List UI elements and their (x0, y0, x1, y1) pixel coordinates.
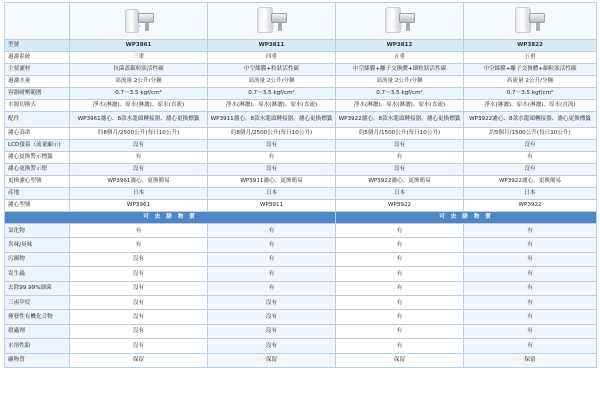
removable-row (5, 310, 597, 324)
spec-value: 日本 (464, 188, 597, 200)
spec-value: 日本 (208, 188, 336, 200)
spec-value: 沒有 (336, 164, 464, 176)
model-header-label: 型號 (5, 40, 70, 52)
spec-value: 約8個月/2500公升(每日10公升) (208, 128, 336, 140)
section-title: 可 去 除 物 質 (336, 212, 597, 224)
removable-value: 有 (336, 267, 464, 281)
removable-row (5, 339, 597, 353)
removable-value: 沒有 (70, 339, 208, 353)
removable-value: 保留 (208, 353, 336, 367)
spec-row (5, 200, 597, 212)
model-header-row (5, 40, 597, 52)
removable-value: 有 (464, 310, 597, 324)
spec-value: 中空絲膜+粒狀活性碳 (208, 64, 336, 76)
spec-row (5, 52, 597, 64)
spec-value: 淨水(淋灑)、原水(淋灑)、原水(直流) (336, 100, 464, 112)
spec-value: 五重 (464, 52, 597, 64)
spec-value: 抗菌蓋銀粒狀活性碳 (70, 64, 208, 76)
spec-row (5, 152, 597, 164)
section-title: 可 去 除 物 質 (5, 212, 336, 224)
empty-corner-cell (5, 3, 70, 40)
removable-row (5, 252, 597, 266)
spec-row (5, 188, 597, 200)
removable-value: 保留 (336, 353, 464, 367)
spec-value: 約8個月/2500公升(每日10公升) (70, 128, 208, 140)
removable-value: 有 (208, 224, 336, 238)
spec-value: 0.7～3.5 kgf/cm² (70, 88, 208, 100)
removable-value: 沒有 (208, 339, 336, 353)
removable-label: 礦物質 (5, 353, 70, 367)
removable-label: 去除99.99%細菌 (5, 281, 70, 295)
spec-value: 淨水(淋灑)、原水(淋灑)、原水(直流) (464, 100, 597, 112)
removable-value: 有 (464, 324, 597, 338)
model-name: WP3811 (208, 40, 336, 52)
product-image-wp3812 (336, 3, 464, 40)
product-image-wp3811 (208, 3, 336, 40)
model-name: WP3861 (70, 40, 208, 52)
spec-value: 四重 (208, 52, 336, 64)
spec-label: 濾心更換警示標籤 (5, 152, 70, 164)
spec-value: 沒有 (70, 140, 208, 152)
removable-value: 沒有 (70, 252, 208, 266)
removable-value: 有 (208, 238, 336, 252)
removable-value: 有 (336, 295, 464, 309)
removable-row (5, 238, 597, 252)
spec-label: 過濾系統 (5, 52, 70, 64)
spec-value: WP3911 (208, 200, 336, 212)
removable-value: 有 (336, 339, 464, 353)
model-name: WP3822 (464, 40, 597, 52)
removable-value: 沒有 (70, 281, 208, 295)
removable-value: 有 (336, 224, 464, 238)
removable-label: 污濁物 (5, 252, 70, 266)
spec-label: 更換濾心型號 (5, 176, 70, 188)
spec-value: 中空絲膜+離子交換體+細粒狀活性碳 (336, 64, 464, 76)
removable-row (5, 353, 597, 367)
spec-label: 過濾水量 (5, 76, 70, 88)
removable-label: 氯化物 (5, 224, 70, 238)
product-image-wp3861 (70, 3, 208, 40)
removable-value: 沒有 (208, 310, 336, 324)
spec-label: 濾心壽命 (5, 128, 70, 140)
removable-value: 有 (464, 238, 597, 252)
spec-value: 0.7～3.5 kgf/cm² (208, 88, 336, 100)
removable-value: 有 (70, 238, 208, 252)
spec-value: 沒有 (336, 140, 464, 152)
spec-value: 中空絲膜+離子交換體+細粒狀活性碳 (464, 64, 597, 76)
removable-row (5, 267, 597, 281)
removable-label: 水溶性鉛 (5, 339, 70, 353)
removable-value: 有 (464, 281, 597, 295)
removable-label: 異味/臭味 (5, 238, 70, 252)
spec-row (5, 76, 597, 88)
removable-value: 有 (208, 281, 336, 295)
removable-value: 有 (464, 252, 597, 266)
removable-value: 有 (464, 224, 597, 238)
spec-label: LCD螢幕（流量顯示) (5, 140, 70, 152)
removable-value: 有 (208, 252, 336, 266)
spec-row (5, 164, 597, 176)
removable-value: 有 (336, 281, 464, 295)
spec-value: 沒有 (464, 164, 597, 176)
model-name: WP3812 (336, 40, 464, 52)
spec-value: 高流量 2公升/分鐘 (70, 76, 208, 88)
removable-value: 有 (70, 224, 208, 238)
removable-value: 沒有 (70, 310, 208, 324)
spec-value: 淨水(淋灑)、原水(淋灑)、原水(直流) (70, 100, 208, 112)
removable-value: 有 (464, 339, 597, 353)
removable-row (5, 295, 597, 309)
removable-value: 沒有 (70, 324, 208, 338)
removable-value: 有 (464, 295, 597, 309)
spec-value: 有 (208, 152, 336, 164)
spec-label: 濾心型號 (5, 200, 70, 212)
spec-value: 淨水(淋灑)、原水(淋灑)、原水(直流) (208, 100, 336, 112)
spec-comparison-table (4, 2, 597, 368)
removable-value: 有 (336, 252, 464, 266)
spec-value: 沒有 (208, 164, 336, 176)
removable-value: 有 (464, 267, 597, 281)
removable-value: 保留 (70, 353, 208, 367)
spec-value: 有 (464, 152, 597, 164)
spec-row (5, 140, 597, 152)
spec-row (5, 64, 597, 76)
section-header-row (5, 212, 597, 224)
spec-value: 約5個月/1500公升(每日10公升) (464, 128, 597, 140)
spec-row (5, 88, 597, 100)
removable-label: 寄生蟲 (5, 267, 70, 281)
spec-label: 水源切換式 (5, 100, 70, 112)
spec-value: 沒有 (70, 164, 208, 176)
spec-value: WP3911濾心、8款水龍頭轉接器、濾心更換標籤 (208, 112, 336, 128)
removable-value: 有 (336, 310, 464, 324)
spec-label: 容器耐壓範圍 (5, 88, 70, 100)
spec-value: WP3922 (336, 200, 464, 212)
spec-label: 主要濾材 (5, 64, 70, 76)
spec-value: 沒有 (464, 140, 597, 152)
spec-label: 配件 (5, 112, 70, 128)
spec-value: 日本 (70, 188, 208, 200)
spec-value: WP3922 (464, 200, 597, 212)
spec-value: 日本 (336, 188, 464, 200)
spec-value: WP3961濾心、更換簡易 (70, 176, 208, 188)
removable-value: 有 (336, 238, 464, 252)
spec-value: 約5個月/1500公升(每日10公升) (336, 128, 464, 140)
removable-label: 三鹵甲烷 (5, 295, 70, 309)
removable-value: 保留 (464, 353, 597, 367)
spec-value: WP3961濾心、8款水龍頭轉接器、濾心更換標籤 (70, 112, 208, 128)
spec-value: 高流量 2公升/分鐘 (464, 76, 597, 88)
spec-value: WP3922濾心、更換簡易 (336, 176, 464, 188)
spec-value: WP3911濾心、更換簡易 (208, 176, 336, 188)
spec-value: WP3922濾心、8款水龍頭轉接器、濾心更換標籤 (464, 112, 597, 128)
spec-row (5, 176, 597, 188)
removable-row (5, 324, 597, 338)
spec-value: 沒有 (208, 140, 336, 152)
spec-value: 有 (336, 152, 464, 164)
product-image-row (5, 3, 597, 40)
spec-value: WP3961 (70, 200, 208, 212)
removable-row (5, 224, 597, 238)
product-image-wp3822 (464, 3, 597, 40)
spec-value: 三重 (70, 52, 208, 64)
removable-value: 沒有 (70, 267, 208, 281)
spec-value: 五重 (336, 52, 464, 64)
spec-value: WP3922濾心、8款水龍頭轉接器、濾心更換標籤 (336, 112, 464, 128)
spec-value: 高流量 2公升/分鐘 (208, 76, 336, 88)
spec-value: 0.7～3.5 kgf/cm² (336, 88, 464, 100)
removable-label: 殺蟲劑 (5, 324, 70, 338)
spec-value: 0.7～3.5 kgf/cm² (464, 88, 597, 100)
removable-value: 沒有 (208, 324, 336, 338)
spec-value: 有 (70, 152, 208, 164)
spec-label: 產地 (5, 188, 70, 200)
spec-value: 高流量 2公升/分鐘 (336, 76, 464, 88)
spec-row (5, 100, 597, 112)
spec-row (5, 112, 597, 128)
spec-row (5, 128, 597, 140)
removable-value: 有 (336, 324, 464, 338)
removable-label: 揮發性有機化合物 (5, 310, 70, 324)
spec-label: 濾心更換警示燈 (5, 164, 70, 176)
removable-value: 有 (208, 267, 336, 281)
removable-value: 沒有 (208, 295, 336, 309)
removable-row (5, 281, 597, 295)
spec-value: WP3922濾心、更換簡易 (464, 176, 597, 188)
removable-value: 沒有 (70, 295, 208, 309)
